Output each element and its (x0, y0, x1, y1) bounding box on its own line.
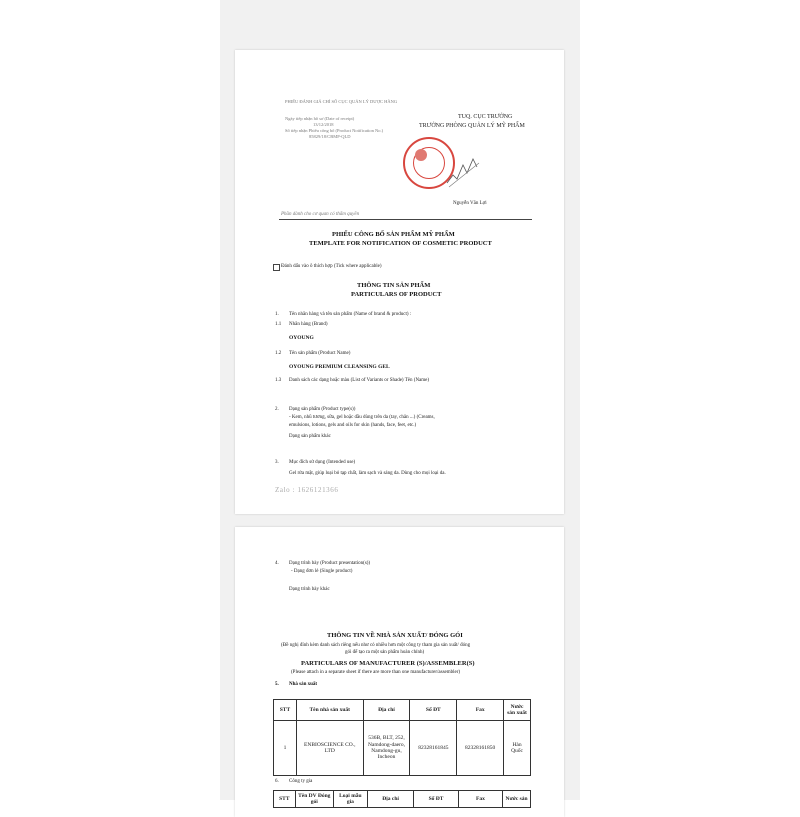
col2-stt: STT (274, 791, 296, 808)
cell-fax: 82328161850 (457, 721, 504, 776)
item-1-number: 1. (275, 312, 279, 317)
footnote: Phần dành cho cơ quan có thẩm quyền (281, 212, 360, 217)
col2-name: Tên DV Đóng gói (295, 791, 333, 808)
col2-country: Nước sản (503, 791, 531, 808)
check-icon (273, 264, 280, 271)
col-fax: Fax (457, 700, 504, 721)
item-2-desc-2: emulsions, lotions, gels and oils for skin (hands, face, feet, etc.) (289, 423, 417, 428)
section-title-vn: THÔNG TIN SẢN PHẨM (357, 282, 431, 289)
table-row (274, 721, 531, 776)
brand-value: OYOUNG (289, 335, 314, 341)
mfr-note-en: (Please attach in a separate sheet if there are more than one manufacturer/assembler) (291, 670, 461, 675)
receipt-no-value: 85829/18/CBMP-QLD (309, 134, 351, 139)
table-header-row (274, 700, 531, 721)
cell-phone: 82328161845 (410, 721, 457, 776)
check-note: Đánh dấu vào ô thích hợp (Tick where applicable) (281, 264, 382, 269)
emblem-icon (415, 149, 427, 161)
item-4-value: Dạng trình bày khác (289, 587, 330, 592)
assembler-table (273, 790, 531, 808)
section-title-en: PARTICULARS OF PRODUCT (351, 291, 442, 298)
col2-phone: Số ĐT (414, 791, 458, 808)
form-title-en: TEMPLATE FOR NOTIFICATION OF COSMETIC PRODUCT (309, 240, 492, 247)
mfr-note-2: gói để tạo ra một sản phẩm hoàn chỉnh) (345, 650, 425, 655)
receipt-date-label: Ngày tiếp nhận hồ sơ (Date of receipt) (285, 116, 355, 121)
receipt-date-value: 13/12/2018 (313, 122, 334, 127)
item-1-2-label: Tên sản phẩm (Product Name) (289, 351, 351, 356)
col2-type: Loại mẫu gia (333, 791, 367, 808)
header-top: PHIẾU ĐÁNH GIÁ CHỈ SỐ CỤC QUẢN LÝ DƯỢC HÀNG (285, 99, 398, 104)
item-1-1-label: Nhãn hàng (Brand) (289, 322, 328, 327)
item-4-label: Dạng trình bày (Product presentation(s)) (289, 561, 371, 566)
mfr-note-1: (Đề nghị đính kèm danh sách riêng nếu như có nhiều hơn một công ty tham gia sản xuất/ đóng (281, 643, 471, 648)
col2-fax: Fax (458, 791, 502, 808)
item-2-label: Dạng sản phẩm (Product type(s)) (289, 407, 356, 412)
item-1-1-number: 1.1 (275, 322, 282, 327)
item-1-2-number: 1.2 (275, 351, 282, 356)
divider (279, 219, 532, 220)
item-6-number: 6. (275, 779, 279, 784)
item-1-label: Tên nhãn hàng và tên sản phẩm (Name of brand & product) : (289, 312, 412, 317)
item-2-desc-1: - Kem, nhũ tương, sữa, gel hoặc dầu dùng trên da (tay, chân ...) (Creams, (289, 415, 435, 420)
table-header-row (274, 791, 531, 808)
product-value: OYOUNG PREMIUM CLEANSING GEL (289, 364, 390, 370)
document-viewer[interactable] (220, 0, 580, 805)
mfr-section-vn: THÔNG TIN VỀ NHÀ SẢN XUẤT/ ĐÓNG GÓI (327, 632, 463, 639)
cell-name: ENBIOSCIENCE CO., LTD (296, 721, 363, 776)
item-4-number: 4. (275, 561, 279, 566)
item-5-label: Nhà sản xuất (289, 682, 318, 687)
item-6-label: Công ty gia (289, 779, 313, 784)
cell-country: Hàn Quốc (504, 721, 531, 776)
item-3-number: 3. (275, 460, 279, 465)
signer-name: Nguyễn Văn Lợi (453, 201, 487, 206)
col-name: Tên nhà sản xuất (296, 700, 363, 721)
document-page-2 (235, 527, 564, 817)
item-1-3-number: 1.3 (275, 378, 282, 383)
item-2-value: Dạng sản phẩm khác (289, 434, 331, 439)
item-2-number: 2. (275, 407, 279, 412)
mfr-section-en: PARTICULARS OF MANUFACTURER (S)/ASSEMBLER(S) (301, 660, 475, 667)
col-stt: STT (274, 700, 297, 721)
manufacturer-table (273, 699, 531, 776)
cell-stt: 1 (274, 721, 297, 776)
document-page-1 (235, 50, 564, 514)
watermark: Zalo : 1626121366 (275, 486, 339, 494)
authority-line-2: TRƯỞNG PHÒNG QUẢN LÝ MỸ PHẨM (419, 123, 525, 129)
item-4-desc: - Dạng đơn lẻ (Single product) (291, 569, 353, 574)
authority-line-1: TUQ. CỤC TRƯỞNG (458, 114, 513, 120)
item-3-label: Mục đích sử dụng (Intended use) (289, 460, 356, 465)
item-1-3-label: Danh sách các dạng hoặc màu (List of Variants or Shade) Tên (Name) (289, 378, 430, 383)
receipt-no-label: Số tiếp nhận Phiếu công bố (Product Notification No.) (285, 128, 384, 133)
signature-icon (443, 153, 483, 189)
cell-address: 536B, BLT, 252, Namdong-daero, Namdong-gu, Incheon (363, 721, 410, 776)
item-3-value: Gel rửa mặt, giúp loại bỏ tạp chất, làm sạch và sáng da. Dùng cho mọi loại da. (289, 471, 446, 476)
col2-address: Địa chỉ (367, 791, 413, 808)
form-title-vn: PHIẾU CÔNG BỐ SẢN PHẨM MỸ PHẨM (332, 231, 455, 238)
col-address: Địa chỉ (363, 700, 410, 721)
col-country: Nước sản xuất (504, 700, 531, 721)
col-phone: Số ĐT (410, 700, 457, 721)
item-5-number: 5. (275, 682, 279, 687)
